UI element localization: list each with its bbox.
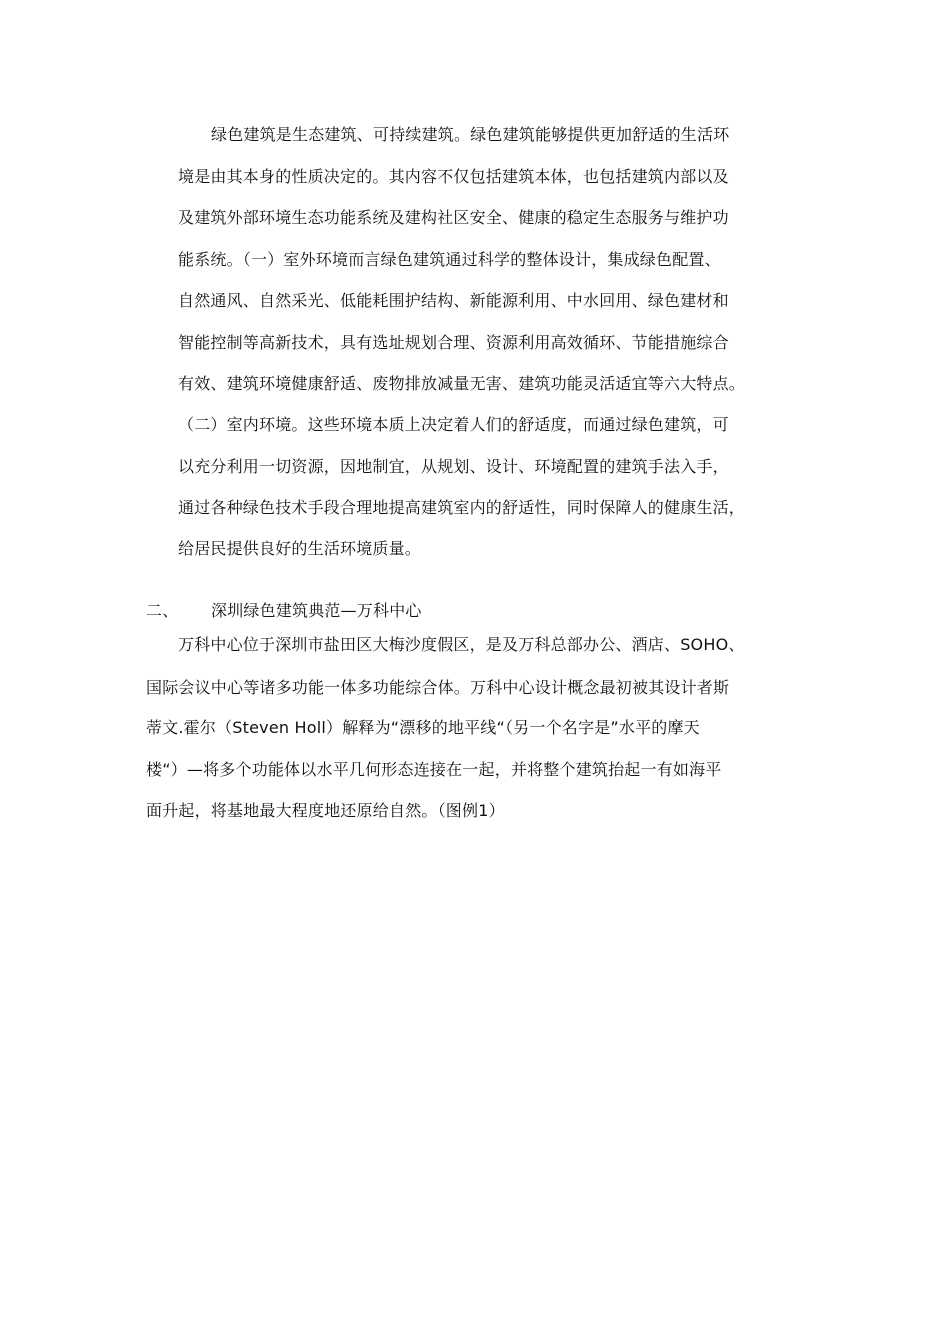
paragraph1-line-2: 境是由其本身的性质决定的。其内容不仅包括建筑本体，也包括建筑内部以及 (178, 167, 729, 186)
paragraph1-line-10: 通过各种绿色技术手段合理地提高建筑室内的舒适性，同时保障人的健康生活， (178, 498, 746, 517)
paragraph1-line-6: 智能控制等高新技术，具有选址规划合理、资源利用高效循环、节能措施综合 (178, 333, 729, 352)
paragraph1-line-11: 给居民提供良好的生活环境质量。 (178, 539, 422, 558)
paragraph2-line-2: 国际会议中心等诸多功能一体多功能综合体。万科中心设计概念最初被其设计者斯 (146, 678, 730, 697)
paragraph1-line-3: 及建筑外部环境生态功能系统及建构社区安全、健康的稳定生态服务与维护功 (178, 208, 729, 227)
section-number: 二、 (146, 601, 179, 620)
paragraph2-line-3: 蒂文.霍尔（Steven Holl）解释为“漂移的地平线“（另一个名字是”水平的摩天 (146, 718, 700, 737)
paragraph2-line-5: 面升起，将基地最大程度地还原给自然。（图例1） (146, 801, 505, 820)
paragraph2-line-4: 楼“）—将多个功能体以水平几何形态连接在一起，并将整个建筑抬起一有如海平 (146, 760, 722, 779)
paragraph1-line-7: 有效、建筑环境健康舒适、废物排放减量无害、建筑功能灵活适宜等六大特点。 (178, 374, 746, 393)
section-title: 深圳绿色建筑典范—万科中心 (211, 601, 422, 620)
paragraph1-line-1: 绿色建筑是生态建筑、可持续建筑。绿色建筑能够提供更加舒适的生活环 (211, 125, 730, 144)
paragraph1-line-5: 自然通风、自然采光、低能耗围护结构、新能源利用、中水回用、绿色建材和 (178, 291, 729, 310)
paragraph2-line-1: 万科中心位于深圳市盐田区大梅沙度假区，是及万科总部办公、酒店、SOHO、 (178, 635, 745, 654)
paragraph1-line-4: 能系统。（一）室外环境而言绿色建筑通过科学的整体设计，集成绿色配置、 (178, 250, 721, 269)
paragraph1-line-8: （二）室内环境。这些环境本质上决定着人们的舒适度，而通过绿色建筑，可 (178, 415, 729, 434)
paragraph1-line-9: 以充分利用一切资源，因地制宜，从规划、设计、环境配置的建筑手法入手， (178, 457, 729, 476)
